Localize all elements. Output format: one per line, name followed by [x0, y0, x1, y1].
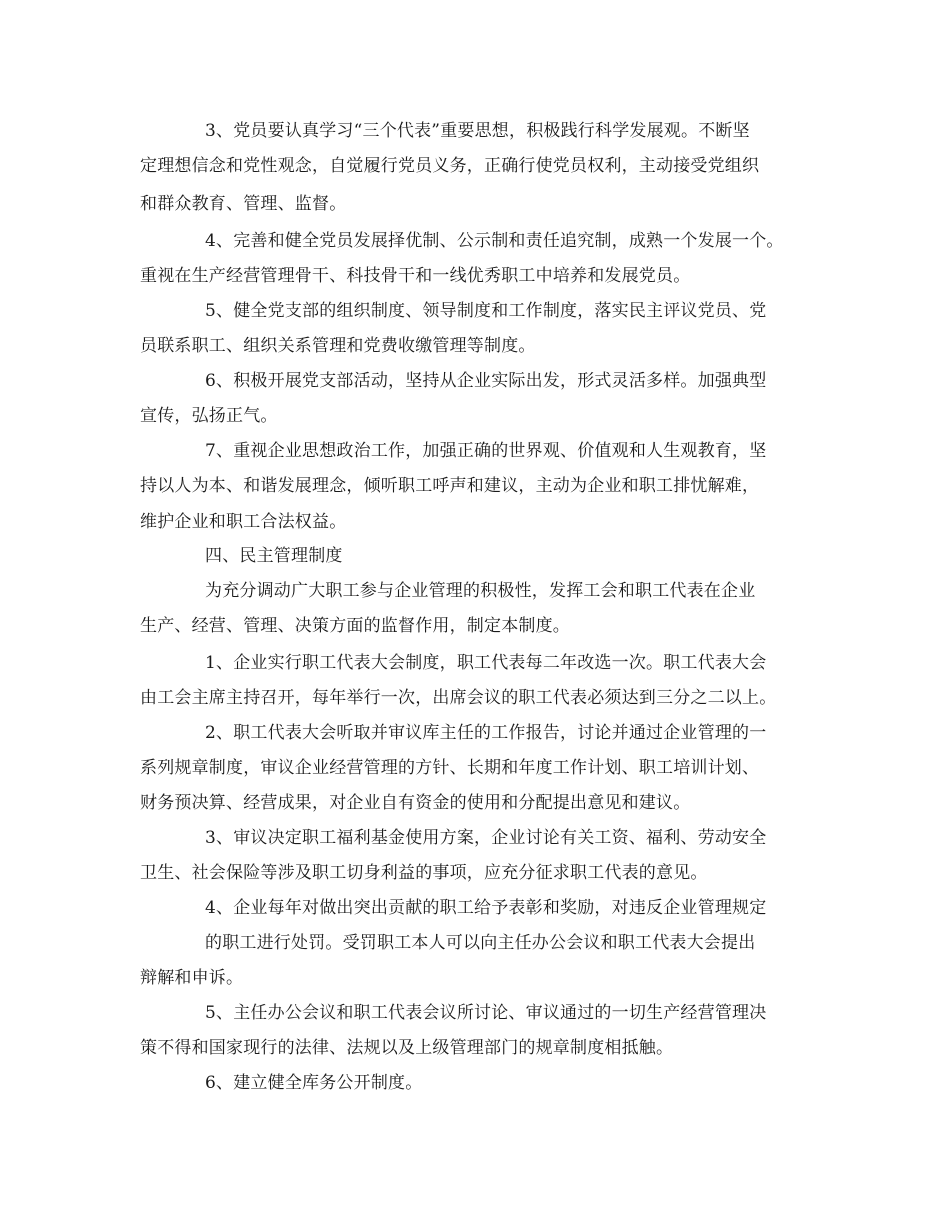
- paragraph-line: 和群众教育、管理、监督。: [140, 194, 347, 214]
- paragraph-line: 3、党员要认真学习“三个代表”重要思想，积极践行科学发展观。不断坚: [205, 121, 750, 141]
- paragraph-line: 的职工进行处罚。受罚职工本人可以向主任办公会议和职工代表大会提出: [205, 933, 756, 953]
- section-heading: 四、民主管理制度: [205, 546, 343, 566]
- paragraph-line: 7、重视企业思想政治工作，加强正确的世界观、价值观和人生观教育，坚: [205, 441, 767, 461]
- paragraph-line: 财务预决算、经营成果，对企业自有资金的使用和分配提出意见和建议。: [140, 793, 691, 813]
- paragraph-line: 3、审议决定职工福利基金使用方案，企业讨论有关工资、福利、劳动安全: [205, 828, 767, 848]
- paragraph-line: 重视在生产经营管理骨干、科技骨干和一线优秀职工中培养和发展党员。: [140, 266, 691, 286]
- paragraph-line: 卫生、社会保险等涉及职工切身利益的事项，应充分征求职工代表的意见。: [140, 863, 708, 883]
- paragraph-line: 员联系职工、组织关系管理和党费收缴管理等制度。: [140, 336, 536, 356]
- paragraph-line: 由工会主席主持召开，每年举行一次，出席会议的职工代表必须达到三分之二以上。: [140, 688, 777, 708]
- paragraph-line: 4、企业每年对做出突出贡献的职工给予表彰和奖励，对违反企业管理规定: [205, 898, 767, 918]
- paragraph-line: 6、建立健全库务公开制度。: [205, 1073, 423, 1093]
- paragraph-line: 系列规章制度，审议企业经营管理的方针、长期和年度工作计划、职工培训计划、: [140, 758, 760, 778]
- paragraph-line: 生产、经营、管理、决策方面的监督作用，制定本制度。: [140, 616, 570, 636]
- paragraph-line: 维护企业和职工合法权益。: [140, 512, 347, 532]
- paragraph-line: 策不得和国家现行的法律、法规以及上级管理部门的规章制度相抵触。: [140, 1038, 674, 1058]
- paragraph-line: 5、健全党支部的组织制度、领导制度和工作制度，落实民主评议党员、党: [205, 301, 767, 321]
- paragraph-line: 持以人为本、和谐发展理念，倾听职工呼声和建议，主动为企业和职工排忧解难，: [140, 476, 760, 496]
- paragraph-line: 为充分调动广大职工参与企业管理的积极性，发挥工会和职工代表在企业: [205, 581, 756, 601]
- paragraph-line: 2、职工代表大会听取并审议库主任的工作报告，讨论并通过企业管理的一: [205, 723, 767, 743]
- paragraph-line: 宣传，弘扬正气。: [140, 406, 278, 426]
- paragraph-line: 辩解和申诉。: [140, 968, 244, 988]
- paragraph-line: 1、企业实行职工代表大会制度，职工代表每二年改选一次。职工代表大会: [205, 653, 767, 673]
- paragraph-line: 5、主任办公会议和职工代表会议所讨论、审议通过的一切生产经营管理决: [205, 1003, 767, 1023]
- paragraph-line: 6、积极开展党支部活动，坚持从企业实际出发，形式灵活多样。加强典型: [205, 371, 767, 391]
- paragraph-line: 4、完善和健全党员发展择优制、公示制和责任追究制，成熟一个发展一个。: [205, 231, 784, 251]
- paragraph-line: 定理想信念和党性观念，自觉履行党员义务，正确行使党员权利，主动接受党组织: [140, 156, 760, 176]
